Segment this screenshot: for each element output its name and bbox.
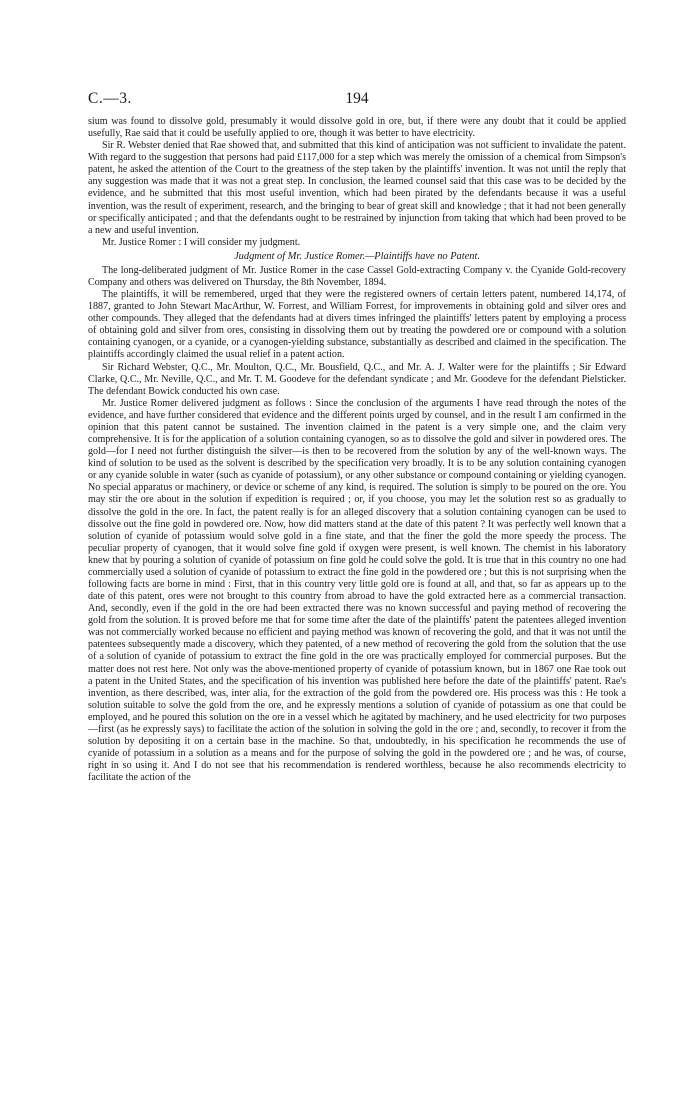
paragraph-plaintiffs-claim: The plaintiffs, it will be remembered, urged that they were the registered owners of certain letters patent, numbered 14,174, of 1887, granted to John Stewart MacArthur, W. Forrest, and William Forrest, for improvements in obtaining gold and silver ores and other compounds. They alleged that the defendants had at divers times infringed the plaintiffs' letters patent by employing a process of obtaining gold and silver from ores, consisting in dissolving them out by treating the powdered ore or compound with a solution containing cyanogen, or a cyanide, or a cyanogen-yielding substance, substantially as described and claimed in the specification. The plaintiffs accordingly claimed the usual relief in a patent action. [88, 289, 626, 361]
page-number: 194 [345, 90, 369, 107]
paragraph-webster-reply: Sir R. Webster denied that Rae showed that, and submitted that this kind of anticipation was not sufficient to invalidate the patent. With regard to the suggestion that persons had paid £117,000 for a step which was merely the omission of a chemical from Simpson's patent, he asked the attention of the Court to the greatness of the step taken by the plaintiffs' invention. It was not until the reply that any suggestion was made that it was not a great step. In conclusion, the learned counsel said that this case was to be decided by the evidence, and he submitted that this most useful invention, which had been pirated by the defendants because it was a useful invention, was the result of experiment, research, and the bringing to bear of great skill and knowledge ; that it had not been generally or specifically anticipated ; and that the defendants ought to be restrained by injunction from taking that which had been proved to be a new and useful invention. [88, 140, 626, 236]
paragraph-continuation: sium was found to dissolve gold, presumably it would dissolve gold in ore, but, if there were any doubt that it could be applied usefully, Rae said that it could be usefully applied to ore, though it was better to have electricity. [88, 116, 626, 140]
paragraph-judgment-text: Mr. Justice Romer delivered judgment as follows : Since the conclusion of the arguments I have read through the notes of the evidence, and have further considered that evidence and the different points urged by counsel, and in the result I am confirmed in the opinion that this patent cannot be sustained. The invention claimed in the patent is a very simple one, and the claim very comprehensive. It is for the application of a solution containing cyanogen, so as to dissolve the gold and silver in powdered ores. The gold—for I need not further distinguish the silver—is then to be recovered from the solution by any of the well-known ways. The kind of solution to be used as the solvent is described by the specification very broadly. It is to be any solution containing cyanogen or any cyanide soluble in water (such as cyanide of potassium), or any other substance or compound containing or yielding cyanogen. No special apparatus or machinery, or device or scheme of any kind, is required. The solution is simply to be poured on the ore. You may stir the ore about in the solution if expedition is required ; or, if you choose, you may let the solution rest so as gradually to dissolve the gold in the ore. In fact, the patent really is for an alleged discovery that a solution containing cyanogen can be used to dissolve out the fine gold in powdered ore. Now, how did matters stand at the date of this patent ? It was perfectly well known that a solution of cyanide of potassium would solve gold in a fine state, and that the finer the gold the more speedy the process. The peculiar property of cyanogen, that it would solve fine gold if oxygen were present, is well known. The chemist in his laboratory knew that by pouring a solution of cyanide of potassium on fine gold he could solve the gold. It is true that in this country no one had commercially used a solution of cyanide of potassium to extract the fine gold in the powdered ore ; but this is not surprising when the following facts are borne in mind : First, that in this country very little gold ore is found at all, and that, so far as appears up to the date of this patent, ores were not brought to this country from abroad to have the gold extracted here as a commercial transaction. And, secondly, even if the gold in the ore had been extracted there was no known successful and paying method of recovering the gold from the solution. It is proved before me that for some time after the date of the plaintiffs' patent the patentees alleged invention was not commercially worked because no efficient and paying method was known of recovering the gold, and that it was not until the patentees subsequently made a discovery, which they patented, of a new method of recovering the gold from the solution that the use of a solution of cyanide of potassium to extract the fine gold in the ore was practically employed for commercial purposes. But the matter does not rest here. Not only was the above-mentioned property of cyanide of potassium known, but in 1867 one Rae took out a patent in the United States, and the specification of his invention was published here before the date of the plaintiffs' patent. Rae's invention, as there described, was, inter alia, for the extraction of the gold from the powdered ore. His process was this : He took a solution suitable to solve the gold from the ore, and he expressly mentions a solution of cyanide of potassium as one that could be employed, and he poured this solution on the ore in a vessel which he agitated by machinery, and he used electricity for two purposes—first (as he expressly says) to facilitate the action of the solution in solving the gold in the ore ; and, secondly, to recover it from the solution by depositing it on a certain base in the machine. So that, undoubtedly, in his specification he recommends the use of cyanide of potassium in a solution as a means and for the purpose of solving the gold in the powdered ore ; and he was, of course, right in so using it. And I do not see that his recommendation is rendered worthless, because he also recommends electricity to facilitate the action of the [88, 397, 626, 784]
page-header [88, 90, 626, 114]
document-body [88, 116, 626, 784]
section-reference: C.—3. [88, 90, 132, 107]
section-heading: Judgment of Mr. Justice Romer.—Plaintiffs have no Patent. [234, 250, 480, 262]
paragraph-romer-consider: Mr. Justice Romer : I will consider my judgment. [102, 236, 301, 248]
paragraph-judgment-delivered: The long-deliberated judgment of Mr. Justice Romer in the case Cassel Gold-extracting Company v. the Cyanide Gold-recovery Company and others was delivered on Thursday, the 8th November, 1894. [88, 264, 626, 289]
paragraph-counsel: Sir Richard Webster, Q.C., Mr. Moulton, Q.C., Mr. Bousfield, Q.C., and Mr. A. J. Walter were for the plaintiffs ; Sir Edward Clarke, Q.C., Mr. Neville, Q.C., and Mr. T. M. Goodeve for the defendant syndicate ; and Mr. Goodeve for the defendant Pielsticker. The defendant Bowick conducted his own case. [88, 361, 626, 397]
